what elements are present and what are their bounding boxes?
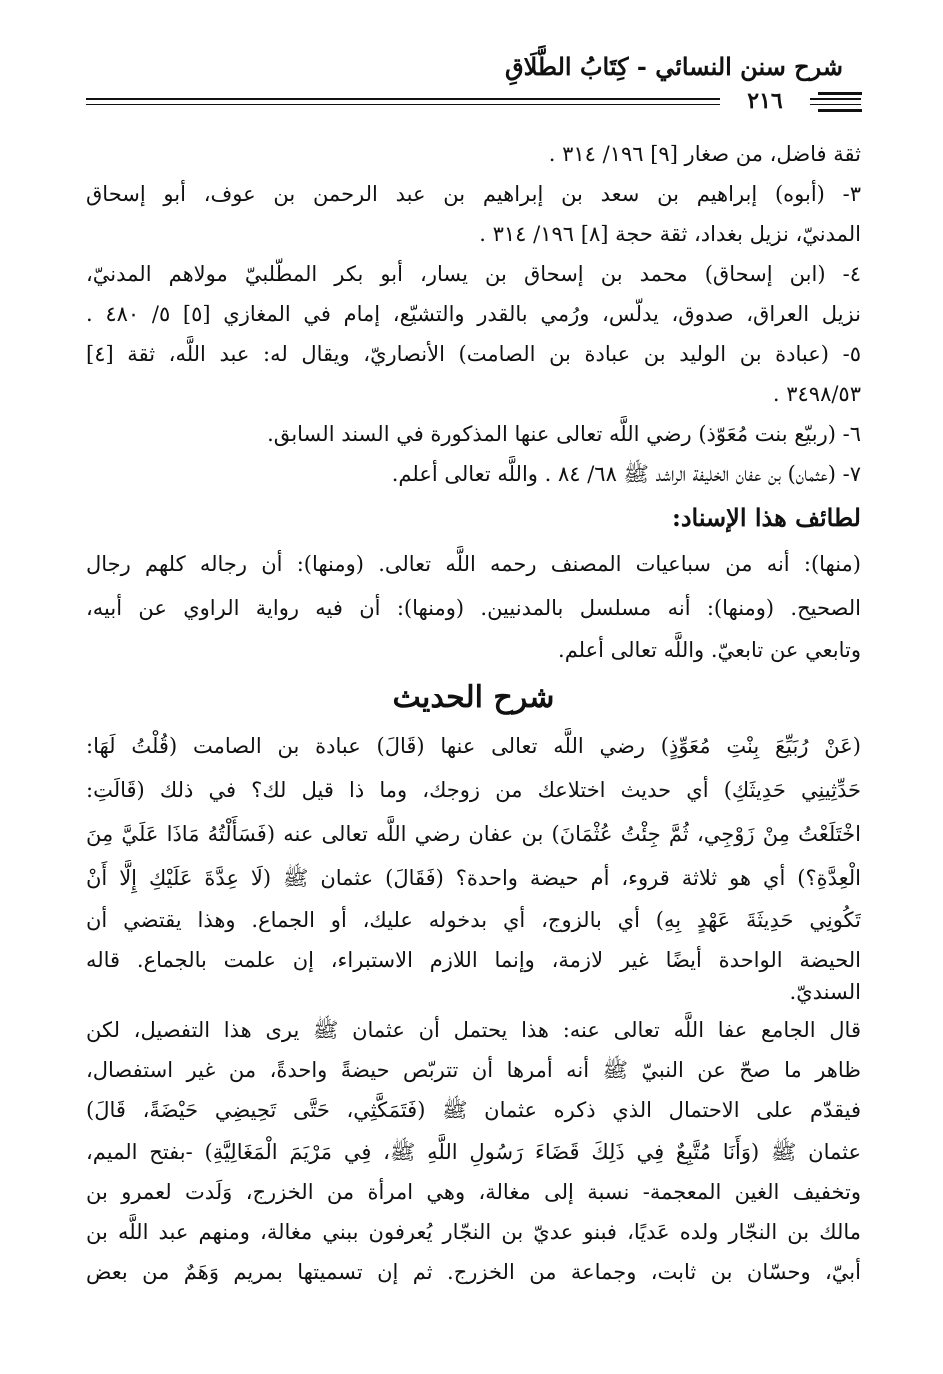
text-line: (عَنْ رُبَيِّعَ بِنْتِ مُعَوِّذٍ) رضي اللَّه تعالى عنها (قَالَ) عبادة بن الصامت (قُلْتُ لَهَا: (86, 734, 861, 758)
text-line: الْعِدَّةِ؟) أي هو ثلاثة قروء، أم حيضة واحدة؟ (فَقَالَ) عثمان ﷺ (لَا عِدَّةَ عَلَيْكِ إِلَّا أَنْ (86, 866, 861, 890)
text-line: عثمان ﷺ (وَأَنَا مُتَّبِعٌ فِي ذَلِكَ قَضَاءَ رَسُولِ اللَّهِ ﷺ، فِي مَرْيَمَ الْمَغَالِيَّةِ) -بفتح الميم، (86, 1140, 861, 1164)
text-line: الحيضة الواحدة أيضًا غير لازمة، وإنما اللازم الاستبراء، إن علمت بالجماع. قاله (86, 948, 861, 972)
text-line: قال الجامع عفا اللَّه تعالى عنه: هذا يحتمل أن عثمان ﷺ يرى هذا التفصيل، لكن (86, 1018, 861, 1042)
page-number: ٢١٦ (720, 88, 810, 114)
text-line: فيقدّم على الاحتمال الذي ذكره عثمان ﷺ (فَتَمَكَّثِي، حَتَّى تَحِيضِي حَيْضَةً، قَالَ) (86, 1098, 861, 1122)
running-header-title: شرح سنن النسائي - كِتَابُ الطَّلَاقِ (504, 52, 843, 81)
text-line: ٤- (ابن إسحاق) محمد بن إسحاق بن يسار، أبو بكر المطّلبيّ مولاهم المدنيّ، (86, 262, 861, 286)
text-line: نزيل العراق، صدوق، يدلّس، ورُمي بالقدر والتشيّع، إمام في المغازي [٥] ٥/ ٤٨٠ . (86, 302, 861, 326)
text-line: تَكُونِي حَدِيثَةَ عَهْدٍ بِهِ) أي بالزوج، أي بدخوله عليك، أو الجماع. وهذا يقتضي أن (86, 908, 861, 932)
text-line: ٧- (عثمان) بن عفان الخليفة الراشد ﷺ ٦٨/ ٨٤ . واللَّه تعالى أعلم. (391, 462, 861, 486)
centered-heading: شرح الحديث (392, 680, 555, 715)
text-line: السنديّ. (789, 980, 861, 1004)
text-line: وتخفيف الغين المعجمة- نسبة إلى مغالة، وهي امرأة من الخزرج، وَلَدت لعمرو بن (86, 1180, 861, 1204)
text-line: أبيّ، وحسّان بن ثابت، وجماعة من الخزرج. ثم إن تسميتها بمريم وَهَمٌ من بعض (86, 1260, 861, 1284)
text-line: ظاهر ما صحّ عن النبيّ ﷺ أنه أمرها أن تتربّص حيضةً واحدةً، من غير استفصال، (86, 1058, 861, 1082)
text-line: اخْتَلَعْتُ مِنْ زَوْجِي، ثُمَّ جِئْتُ عُثْمَانَ) بن عفان رضي اللَّه تعالى عنه (فَسَأَلْتُهُ مَاذَا عَلَيَّ مِنَ (86, 822, 861, 846)
section-heading: لطائف هذا الإسناد: (671, 503, 861, 532)
text-line: حَدِّثِينِي حَدِيثَكِ) أي حديث اختلاعك من زوجك، وما ذا قيل لك؟ في ذلك (قَالَتِ: (86, 778, 861, 802)
text-line: ٥- (عبادة بن الوليد بن عبادة بن الصامت) الأنصاريّ، ويقال له: عبد اللَّه، ثقة [٤] (86, 342, 861, 366)
text-line: وتابعي عن تابعيّ. واللَّه تعالى أعلم. (558, 638, 861, 662)
text-line: ٣٤٩٨/٥٣ . (772, 382, 861, 406)
text-line: ٣- (أبوه) إبراهيم بن سعد بن إبراهيم بن عبد الرحمن بن عوف، أبو إسحاق (86, 182, 861, 206)
text-line: مالك بن النجّار ولده عَديًا، فبنو عديّ بن النجّار يُعرفون ببني مغالة، ومنهم عبد اللَّه بن (86, 1220, 861, 1244)
text-line: ثقة فاضل، من صغار [٩] ١٩٦/ ٣١٤ . (548, 142, 861, 166)
text-line: الصحيح. (ومنها): أنه مسلسل بالمدنيين. (ومنها): أن فيه رواية الراوي عن أبيه، (86, 596, 861, 620)
text-line: (منها): أنه من سباعيات المصنف رحمه اللَّه تعالى. (ومنها): أن رجاله كلهم رجال (86, 552, 861, 576)
text-line: ٦- (ربيّع بنت مُعَوّذ) رضي اللَّه تعالى عنها المذكورة في السند السابق. (267, 422, 861, 446)
text-line: المدنيّ، نزيل بغداد، ثقة حجة [٨] ١٩٦/ ٣١٤ . (479, 222, 861, 246)
